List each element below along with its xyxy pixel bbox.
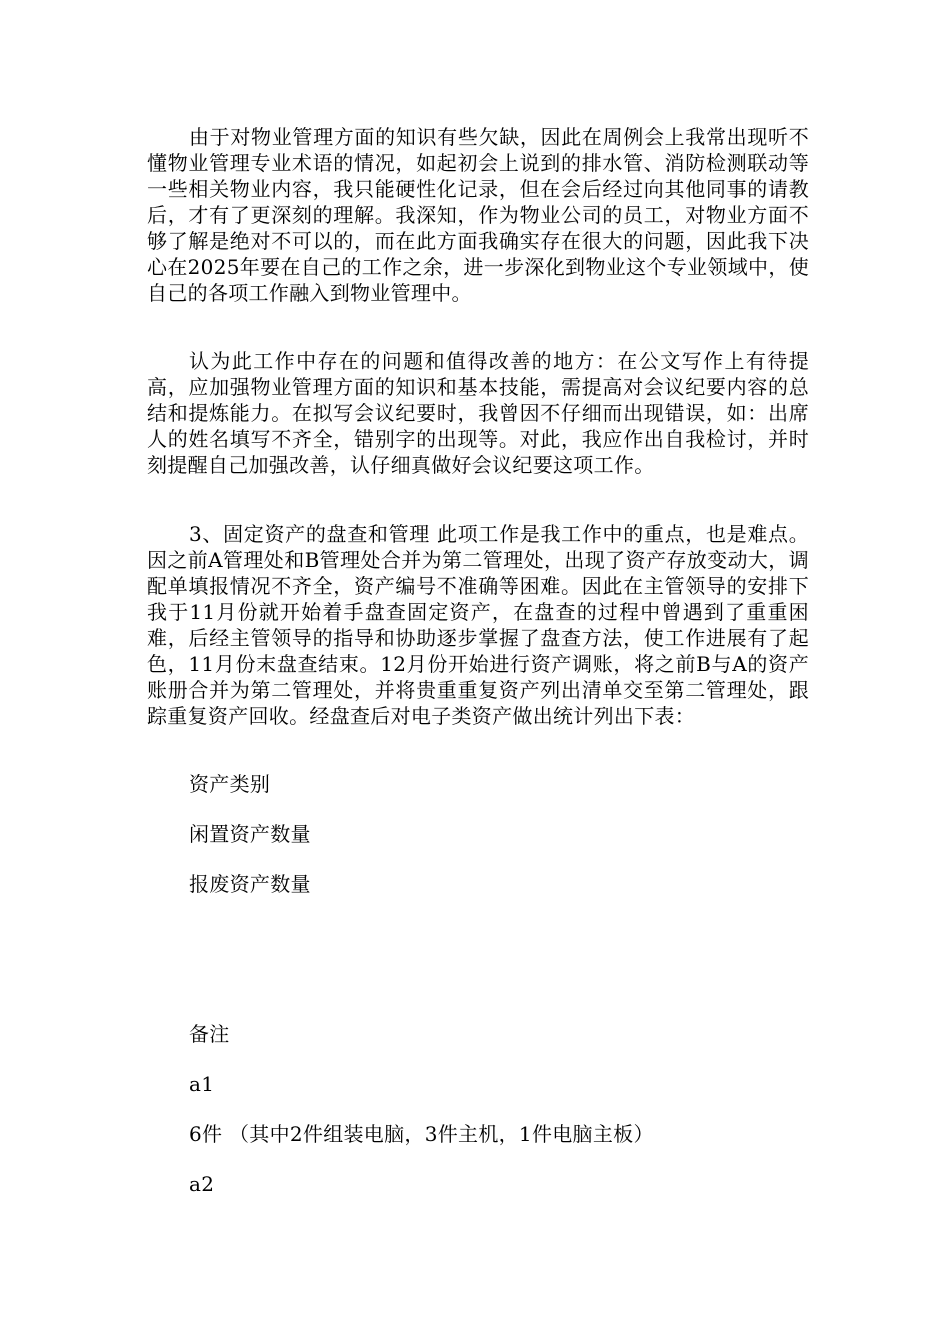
paragraph-fixed-assets: 3、固定资产的盘查和管理 此项工作是我工作中的重点，也是难点。因之前A管理处和B管理处合并为第二管理处，出现了资产存放变动大，调配单填报情况不齐全，资产编号不准确等困难。因此在主管领导的安排下我于11月份就开始着手盘查固定资产，在盘查的过程中曾遇到了重重困难，后经主管领导的指导和协助逐步掌握了盘查方法，使工作进展有了起色，11月份末盘查结束。12月份开始进行资产调账，将之前B与A的资产账册合并为第二管理处，并将贵重重复资产列出清单交至第二管理处，跟踪重复资产回收。经盘查后对电子类资产做出统计列出下表： bbox=[147, 522, 809, 728]
table-header-asset-category: 资产类别 bbox=[189, 772, 271, 796]
paragraph-property-knowledge: 由于对物业管理方面的知识有些欠缺，因此在周例会上我常出现听不懂物业管理专业术语的情况，如起初会上说到的排水管、消防检测联动等一些相关物业内容，我只能硬性化记录，但在会后经过向其他同事的请教后，才有了更深刻的理解。我深知，作为物业公司的员工，对物业方面不够了解是绝对不可以的，而在此方面我确实存在很大的问题，因此我下决心在2025年要在自己的工作之余，进一步深化到物业这个专业领域中，使自己的各项工作融入到物业管理中。 bbox=[147, 125, 809, 305]
table-header-idle-count: 闲置资产数量 bbox=[189, 822, 311, 846]
table-cell-a2: a2 bbox=[189, 1172, 215, 1196]
table-header-scrapped-count: 报废资产数量 bbox=[189, 872, 311, 896]
table-cell-a1-idle-detail: 6件 （其中2件组装电脑，3件主机，1件电脑主板） bbox=[189, 1122, 654, 1146]
table-cell-a1: a1 bbox=[189, 1072, 215, 1096]
paragraph-improvement-areas: 认为此工作中存在的问题和值得改善的地方：在公文写作上有待提高，应加强物业管理方面的知识和基本技能，需提高对会议纪要内容的总结和提炼能力。在拟写会议纪要时，我曾因不仔细而出现错误，如：出席人的姓名填写不齐全，错别字的出现等。对此，我应作出自我检讨，并时刻提醒自己加强改善，认仔细真做好会议纪要这项工作。 bbox=[147, 349, 809, 477]
table-header-remarks: 备注 bbox=[189, 1022, 230, 1046]
